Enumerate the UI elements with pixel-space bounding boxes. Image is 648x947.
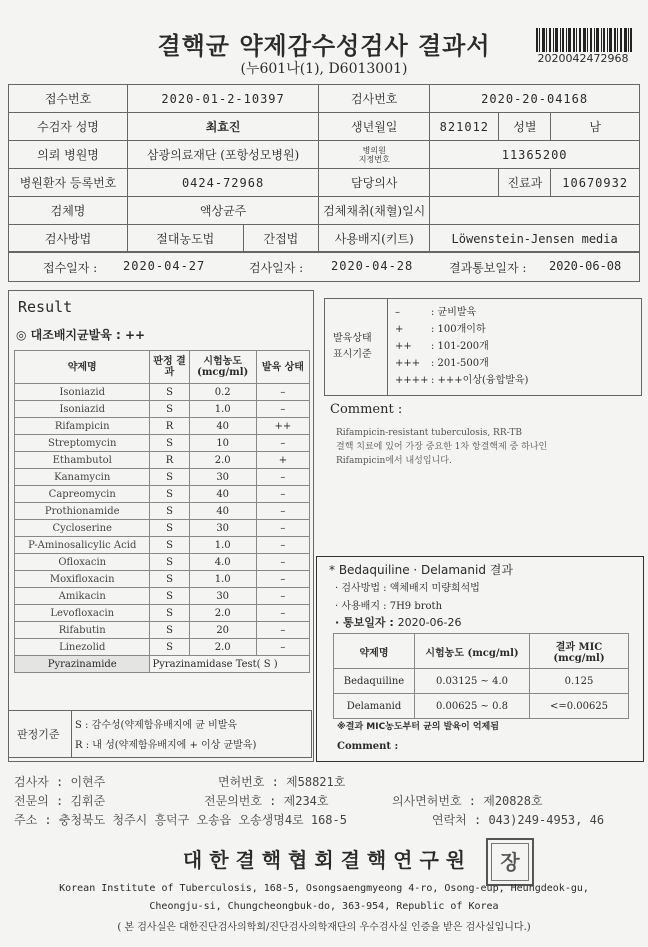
drug-concentration: 20 <box>189 622 256 639</box>
address: 주소 : 충청북도 청주시 흥덕구 오송읍 오송생명4로 168-5 <box>14 813 347 827</box>
drug-row <box>15 520 310 537</box>
hospital: 삼광의료재단 (포항성모병원) <box>128 141 319 169</box>
legend-item <box>395 337 528 354</box>
reported-label: 결과통보일자 : <box>449 261 527 275</box>
dept: 10670932 <box>551 169 640 197</box>
drug-name: Streptomycin <box>15 435 150 452</box>
drug-name: Prothionamide <box>15 503 150 520</box>
drug-row <box>15 486 310 503</box>
drug-name: Capreomycin <box>15 486 150 503</box>
drug-name: Rifabutin <box>15 622 150 639</box>
drug-result: S <box>150 401 189 418</box>
bdq-mic: 0.125 <box>530 669 629 694</box>
drug-growth: – <box>256 571 309 588</box>
specimen: 액상균주 <box>128 197 319 225</box>
received: 2020-04-27 <box>123 259 206 273</box>
drug-row <box>15 503 310 520</box>
drug-growth: – <box>256 384 309 401</box>
col-drug: 약제명 <box>15 351 150 384</box>
drug-name: Isoniazid <box>15 401 150 418</box>
drug-concentration: 1.0 <box>189 571 256 588</box>
legend-meaning: : 균비발육 <box>431 307 477 318</box>
method-label: 검사방법 <box>9 225 128 253</box>
drug-concentration: 30 <box>189 469 256 486</box>
drug-result: S <box>150 384 189 401</box>
drug-name: Linezolid <box>15 639 150 656</box>
legend-meaning: : 100개이하 <box>431 324 486 335</box>
comment-line: 결핵 치료에 있어 가장 중요한 1차 항결핵제 중 하나인 <box>336 442 548 452</box>
judge-r: R : 내 성(약제함유배지에 + 이상 균발육) <box>75 740 257 751</box>
drug-result: S <box>150 503 189 520</box>
drug-row <box>15 588 310 605</box>
drug-row <box>15 401 310 418</box>
drug-result: S <box>150 554 189 571</box>
test-no-label: 검사번호 <box>319 85 430 113</box>
drug-name: P-Aminosalicylic Acid <box>15 537 150 554</box>
comment-line: Rifampicin-resistant tuberculosis, RR-TB <box>336 428 522 438</box>
certification-note: ( 본 검사실은 대한진단검사의학회/진단검사의학재단의 우수검사실 인증을 받은 검사실입니다.) <box>117 922 531 933</box>
drug-concentration: 1.0 <box>189 401 256 418</box>
hospital-code-label-2: 지정번호 <box>358 154 390 164</box>
specialist: 전문의 : 김휘준 <box>14 794 106 808</box>
patient-name: 최효진 <box>128 113 319 141</box>
patient-info-table <box>8 84 640 253</box>
drug-growth: – <box>256 520 309 537</box>
judge-s: S : 감수성(약제함유배지에 균 비발육 <box>75 720 238 731</box>
drug-concentration: 2.0 <box>189 639 256 656</box>
drug-concentration: 0.2 <box>189 384 256 401</box>
drug-result: R <box>150 418 189 435</box>
drug-growth: – <box>256 605 309 622</box>
legend-item <box>395 354 528 371</box>
drug-name: Kanamycin <box>15 469 150 486</box>
legend-symbol: +++ <box>395 358 421 369</box>
col-growth: 발육 상태 <box>256 351 309 384</box>
hospital-code: 11365200 <box>430 141 640 169</box>
organization-name: 대 한 결 핵 협 회 결 핵 연 구 원 <box>182 848 466 872</box>
bdq-date-label: · 통보일자 : <box>335 616 394 629</box>
drug-row <box>15 418 310 435</box>
drug-name: Ethambutol <box>15 452 150 469</box>
drug-result: S <box>150 520 189 537</box>
tested-label: 검사일자 : <box>249 261 304 275</box>
comment-title: Comment : <box>330 402 403 417</box>
drug-concentration: 40 <box>189 486 256 503</box>
drug-row <box>15 435 310 452</box>
drug-result: S <box>150 435 189 452</box>
patient-reg-label: 병원환자 등록번호 <box>9 169 128 197</box>
judge-label: 판정기준 <box>17 728 60 741</box>
seal-text: 장 <box>491 843 529 881</box>
drug-concentration: 4.0 <box>189 554 256 571</box>
legend-meaning: : 201-500개 <box>431 358 489 369</box>
drug-growth: – <box>256 622 309 639</box>
bdq-section <box>316 556 644 762</box>
drug-growth: + <box>256 452 309 469</box>
legend-label <box>333 331 372 363</box>
patient-name-label: 수검자 성명 <box>9 113 128 141</box>
drug-table-body <box>15 384 310 656</box>
reception-no: 2020-01-2-10397 <box>128 85 319 113</box>
legend-symbol: – <box>395 307 400 318</box>
bdq-col-conc: 시험농도 (mcg/ml) <box>415 634 530 669</box>
dept-label: 진료과 <box>499 169 551 197</box>
official-seal <box>486 838 534 886</box>
comment-text <box>336 426 636 468</box>
tester-license: 면허번호 : 제58821호 <box>218 775 346 789</box>
legend-divider <box>387 299 388 395</box>
legend-symbol: + <box>395 324 404 335</box>
legend-symbol: ++ <box>395 341 412 352</box>
specialist-no: 전문의번호 : 제234호 <box>204 794 329 808</box>
hospital-label: 의뢰 병원명 <box>9 141 128 169</box>
drug-result: S <box>150 537 189 554</box>
judge-divider <box>71 711 72 757</box>
dates-row <box>8 251 640 282</box>
medium: Löwenstein-Jensen media <box>430 225 640 253</box>
birth-label: 생년월일 <box>319 113 430 141</box>
drug-result: S <box>150 588 189 605</box>
bdq-drug: Bedaquiline <box>334 669 415 694</box>
bdq-date-row <box>335 614 462 630</box>
drug-result: S <box>150 639 189 656</box>
drug-concentration: 40 <box>189 418 256 435</box>
control-growth: ◎ 대조배지균발육 : ++ <box>16 328 146 342</box>
bdq-table <box>333 633 629 719</box>
bdq-method: · 검사방법 : 액체배지 미량희석법 <box>335 583 480 594</box>
col-concentration: 시험농도 (mcg/ml) <box>189 351 256 384</box>
drug-name: Isoniazid <box>15 384 150 401</box>
drug-name: Cycloserine <box>15 520 150 537</box>
tester: 검사자 : 이현주 <box>14 775 106 789</box>
bdq-col-mic: 결과 MIC (mcg/ml) <box>530 634 629 669</box>
drug-row <box>15 537 310 554</box>
drug-row <box>15 469 310 486</box>
received-label: 접수일자 : <box>43 261 98 275</box>
dlm-drug: Delamanid <box>334 694 415 719</box>
drug-row <box>15 384 310 401</box>
english-address-1: Korean Institute of Tuberculosis, 168-5, Osongsaengmyeong 4-ro, Osong-eup, Heungdeok-gu, <box>59 883 589 894</box>
drug-concentration: 2.0 <box>189 605 256 622</box>
document-title: 결핵균 약제감수성검사 결과서 <box>157 31 491 60</box>
doctor-license: 의사면허번호 : 제20828호 <box>392 794 543 808</box>
drug-row <box>15 605 310 622</box>
col-result: 판정 결과 <box>150 351 189 384</box>
drug-growth: – <box>256 554 309 571</box>
drug-concentration: 1.0 <box>189 537 256 554</box>
drug-result: S <box>150 486 189 503</box>
barcode-number: 2020042472968 <box>537 52 629 65</box>
dlm-conc: 0.00625 ~ 0.8 <box>415 694 530 719</box>
comment-line: Rifampicin에서 내성입니다. <box>336 456 452 466</box>
doctor <box>430 169 499 197</box>
birth: 821012 <box>430 113 499 141</box>
drug-concentration: 30 <box>189 520 256 537</box>
drug-growth: – <box>256 486 309 503</box>
pza-name: Pyrazinamide <box>15 656 150 673</box>
judgement-criteria <box>8 710 312 758</box>
drug-table <box>14 350 310 673</box>
contact: 연락처 : 043)249-4953, 46 <box>432 813 605 827</box>
bdq-date: 2020-06-26 <box>397 616 462 629</box>
legend-item <box>395 303 528 320</box>
drug-growth: – <box>256 503 309 520</box>
medium-label: 사용배지(키트) <box>319 225 430 253</box>
drug-result: S <box>150 469 189 486</box>
drug-row <box>15 452 310 469</box>
dlm-mic: <=0.00625 <box>530 694 629 719</box>
drug-growth: – <box>256 639 309 656</box>
drug-growth: – <box>256 588 309 605</box>
drug-name: Moxifloxacin <box>15 571 150 588</box>
collect-label: 검체채취(채혈)일시 <box>319 197 430 225</box>
patient-reg: 0424-72968 <box>128 169 319 197</box>
result-title: Result <box>18 298 73 316</box>
method-1: 절대농도법 <box>128 225 244 253</box>
sex-label: 성별 <box>499 113 551 141</box>
drug-growth: ++ <box>256 418 309 435</box>
drug-name: Rifampicin <box>15 418 150 435</box>
test-no: 2020-20-04168 <box>430 85 640 113</box>
hospital-code-label <box>319 141 430 169</box>
bdq-col-drug: 약제명 <box>334 634 415 669</box>
document-code: (누601나(1), D6013001) <box>240 61 408 77</box>
drug-name: Levofloxacin <box>15 605 150 622</box>
bdq-medium: · 사용배지 : 7H9 broth <box>335 601 443 612</box>
drug-concentration: 30 <box>189 588 256 605</box>
legend-meaning: : +++이상(융합발육) <box>431 375 529 386</box>
drug-growth: – <box>256 537 309 554</box>
drug-concentration: 40 <box>189 503 256 520</box>
drug-row <box>15 639 310 656</box>
bdq-title: * Bedaquiline · Delamanid 결과 <box>329 563 513 577</box>
drug-name: Amikacin <box>15 588 150 605</box>
drug-growth: – <box>256 401 309 418</box>
legend-item <box>395 371 528 388</box>
drug-name: Ofloxacin <box>15 554 150 571</box>
reported: 2020-06-08 <box>549 259 622 273</box>
growth-legend <box>324 298 642 396</box>
collect <box>430 197 640 225</box>
legend-label-2: 표시기준 <box>333 349 372 360</box>
drug-result: S <box>150 605 189 622</box>
drug-row <box>15 571 310 588</box>
hospital-code-label-1: 병의원 <box>362 145 386 155</box>
drug-concentration: 2.0 <box>189 452 256 469</box>
bdq-comment: Comment : <box>337 741 399 752</box>
drug-concentration: 10 <box>189 435 256 452</box>
legend-item <box>395 320 528 337</box>
drug-result: S <box>150 571 189 588</box>
english-address-2: Cheongju-si, Chungcheongbuk-do, 363-954, Republic of Korea <box>149 901 499 912</box>
sex: 남 <box>551 113 640 141</box>
legend-symbol: ++++ <box>395 375 429 386</box>
reception-no-label: 접수번호 <box>9 85 128 113</box>
legend-label-1: 발육상태 <box>333 333 372 344</box>
tested: 2020-04-28 <box>331 259 414 273</box>
pza-result: Pyrazinamidase Test( S ) <box>150 656 310 673</box>
drug-result: R <box>150 452 189 469</box>
doctor-label: 담당의사 <box>319 169 430 197</box>
drug-row <box>15 554 310 571</box>
drug-growth: – <box>256 469 309 486</box>
drug-result: S <box>150 622 189 639</box>
legend-meaning: : 101-200개 <box>431 341 489 352</box>
barcode <box>536 28 632 52</box>
drug-growth: – <box>256 435 309 452</box>
drug-row <box>15 622 310 639</box>
method-2: 간접법 <box>243 225 319 253</box>
specimen-label: 검체명 <box>9 197 128 225</box>
bdq-note: ※결과 MIC농도부터 균의 발육이 억제됨 <box>337 722 499 732</box>
legend-list <box>395 303 528 388</box>
bdq-conc: 0.03125 ~ 4.0 <box>415 669 530 694</box>
